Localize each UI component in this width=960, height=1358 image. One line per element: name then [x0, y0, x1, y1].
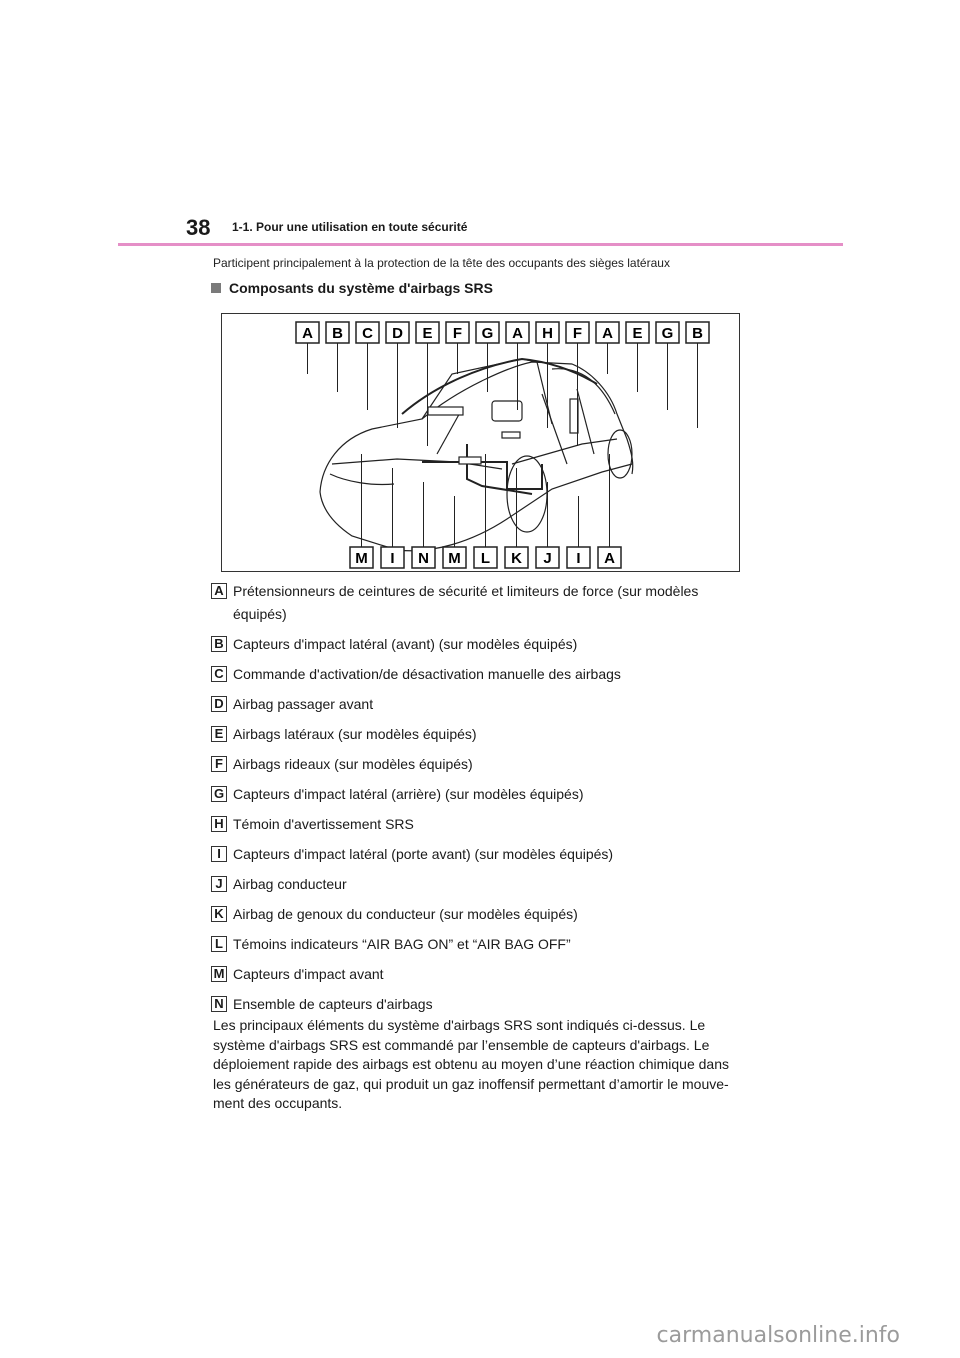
- callout-label: [566, 322, 589, 343]
- paragraph-line: Les principaux éléments du système d'airbags SRS sont indiqués ci-dessus. Le: [213, 1017, 706, 1033]
- legend-key-badge: E: [211, 726, 227, 742]
- description-paragraph: [213, 1016, 758, 1114]
- svg-text:G: G: [661, 325, 674, 342]
- svg-text:A: A: [604, 550, 615, 567]
- legend-item: [211, 783, 751, 806]
- callout-label: [476, 322, 499, 343]
- callout-label: [626, 322, 649, 343]
- legend-item: [211, 963, 751, 986]
- svg-text:A: A: [602, 325, 613, 342]
- legend-item: [211, 813, 751, 836]
- svg-text:I: I: [576, 550, 581, 567]
- callout-label: [350, 547, 373, 568]
- paragraph-line: déploiement rapide des airbags est obtenu au moyen d’une réaction chimique dans: [213, 1056, 730, 1072]
- legend-key-badge: M: [211, 966, 227, 982]
- callout-label: [443, 547, 466, 568]
- legend-item: [211, 933, 751, 956]
- callout-label: [686, 322, 709, 343]
- svg-text:G: G: [481, 325, 494, 342]
- legend-text: Capteurs d'impact latéral (arrière) (sur modèles équipés): [233, 786, 584, 802]
- callout-label: [505, 547, 528, 568]
- svg-text:A: A: [512, 325, 523, 342]
- legend-key-badge: H: [211, 816, 227, 832]
- rear-wheel: [608, 430, 632, 478]
- section-heading: [211, 280, 493, 296]
- bottom-labels: [350, 547, 621, 568]
- header-rule: [118, 243, 843, 246]
- legend-item: [211, 693, 751, 716]
- legend-key-badge: L: [211, 936, 227, 952]
- legend-item: [211, 753, 751, 776]
- callout-label: [598, 547, 621, 568]
- callout-label: [536, 547, 559, 568]
- section-title: 1-1. Pour une utilisation en toute sécurité: [232, 220, 468, 234]
- legend-text: Airbag conducteur: [233, 876, 347, 892]
- svg-text:H: H: [542, 325, 553, 342]
- svg-text:E: E: [632, 325, 643, 342]
- callout-label: [506, 322, 529, 343]
- legend-item: [211, 873, 751, 896]
- legend-text: Témoin d'avertissement SRS: [233, 816, 414, 832]
- callout-label: [567, 547, 590, 568]
- page-number: 38: [186, 215, 211, 240]
- legend-key-badge: J: [211, 876, 227, 892]
- legend-key-badge: B: [211, 636, 227, 652]
- legend-list: [211, 580, 751, 1023]
- leader-lines: [308, 343, 698, 547]
- heading-text: Composants du système d'airbags SRS: [229, 280, 493, 296]
- watermark: carmanualsonline.info: [656, 1323, 900, 1348]
- legend-key-badge: C: [211, 666, 227, 682]
- legend-item: [211, 663, 751, 686]
- legend-item: [211, 903, 751, 926]
- legend-text: Airbags rideaux (sur modèles équipés): [233, 756, 473, 772]
- svg-text:N: N: [418, 550, 429, 567]
- svg-text:D: D: [392, 325, 403, 342]
- paragraph-line: ment des occupants.: [213, 1095, 343, 1111]
- callout-label: [412, 547, 435, 568]
- callout-label: [296, 322, 319, 343]
- legend-key-badge: F: [211, 756, 227, 772]
- passenger-airbag-shape: [428, 407, 463, 415]
- svg-text:E: E: [422, 325, 433, 342]
- callout-label: [474, 547, 497, 568]
- svg-text:I: I: [390, 550, 395, 567]
- car-lower-outline: [320, 464, 632, 551]
- legend-key-badge: D: [211, 696, 227, 712]
- legend-text: Airbag de genoux du conducteur (sur modèles équipés): [233, 906, 578, 922]
- legend-item: [211, 580, 751, 626]
- legend-text: équipés): [233, 606, 287, 622]
- callout-label: [446, 322, 469, 343]
- callout-label: [596, 322, 619, 343]
- top-labels: [296, 322, 709, 343]
- legend-key-badge: I: [211, 846, 227, 862]
- car-illustration: [222, 314, 741, 573]
- intro-text: Participent principalement à la protection de la tête des occupants des sièges latéraux: [213, 256, 670, 270]
- b-pillar: [542, 394, 567, 464]
- legend-key-badge: N: [211, 996, 227, 1012]
- legend-text: Airbags latéraux (sur modèles équipés): [233, 726, 477, 742]
- legend-item: [211, 633, 751, 656]
- legend-key-badge: K: [211, 906, 227, 922]
- airbag-diagram: [221, 313, 740, 572]
- legend-text: Capteurs d'impact latéral (avant) (sur modèles équipés): [233, 636, 578, 652]
- legend-text: Témoins indicateurs “AIR BAG ON” et “AIR BAG OFF”: [233, 936, 571, 952]
- legend-text: Airbag passager avant: [233, 696, 374, 712]
- callout-label: [356, 322, 379, 343]
- callout-label: [386, 322, 409, 343]
- door-sill: [512, 439, 617, 464]
- svg-text:K: K: [511, 550, 522, 567]
- legend-key-badge: A: [211, 583, 227, 599]
- callout-label: [416, 322, 439, 343]
- legend-text: Capteurs d'impact latéral (porte avant) (sur modèles équipés): [233, 846, 614, 862]
- knee-airbag-shape: [502, 432, 520, 438]
- legend-text: Prétensionneurs de ceintures de sécurité et limiteurs de force (sur modèles: [233, 583, 699, 599]
- legend-text: Commande d'activation/de désactivation manuelle des airbags: [233, 666, 621, 682]
- svg-text:B: B: [692, 325, 703, 342]
- callout-label: [326, 322, 349, 343]
- airbag-sensor-box: [459, 457, 481, 464]
- svg-text:L: L: [480, 550, 491, 567]
- svg-text:M: M: [355, 550, 368, 567]
- svg-text:F: F: [452, 325, 463, 342]
- paragraph-line: les générateurs de gaz, qui produit un gaz inoffensif permettant d’amortir le mouve-: [213, 1075, 729, 1092]
- legend-item: [211, 843, 751, 866]
- legend-item: [211, 993, 751, 1016]
- callout-label: [381, 547, 404, 568]
- callout-label: [656, 322, 679, 343]
- callout-label: [536, 322, 559, 343]
- svg-text:F: F: [572, 325, 583, 342]
- paragraph-line: système d'airbags SRS est commandé par l’ensemble de capteurs d'airbags. Le: [213, 1036, 710, 1053]
- svg-text:B: B: [332, 325, 343, 342]
- legend-text: Ensemble de capteurs d'airbags: [233, 996, 433, 1012]
- dashboard-line: [437, 409, 462, 454]
- svg-text:C: C: [362, 325, 373, 342]
- svg-text:A: A: [302, 325, 313, 342]
- svg-text:J: J: [543, 550, 552, 567]
- svg-text:M: M: [448, 550, 461, 567]
- legend-item: [211, 723, 751, 746]
- legend-key-badge: G: [211, 786, 227, 802]
- side-airbag-shape: [570, 399, 578, 433]
- car-roof-outline: [320, 362, 633, 492]
- square-bullet-icon: [211, 283, 221, 293]
- legend-text: Capteurs d'impact avant: [233, 966, 384, 982]
